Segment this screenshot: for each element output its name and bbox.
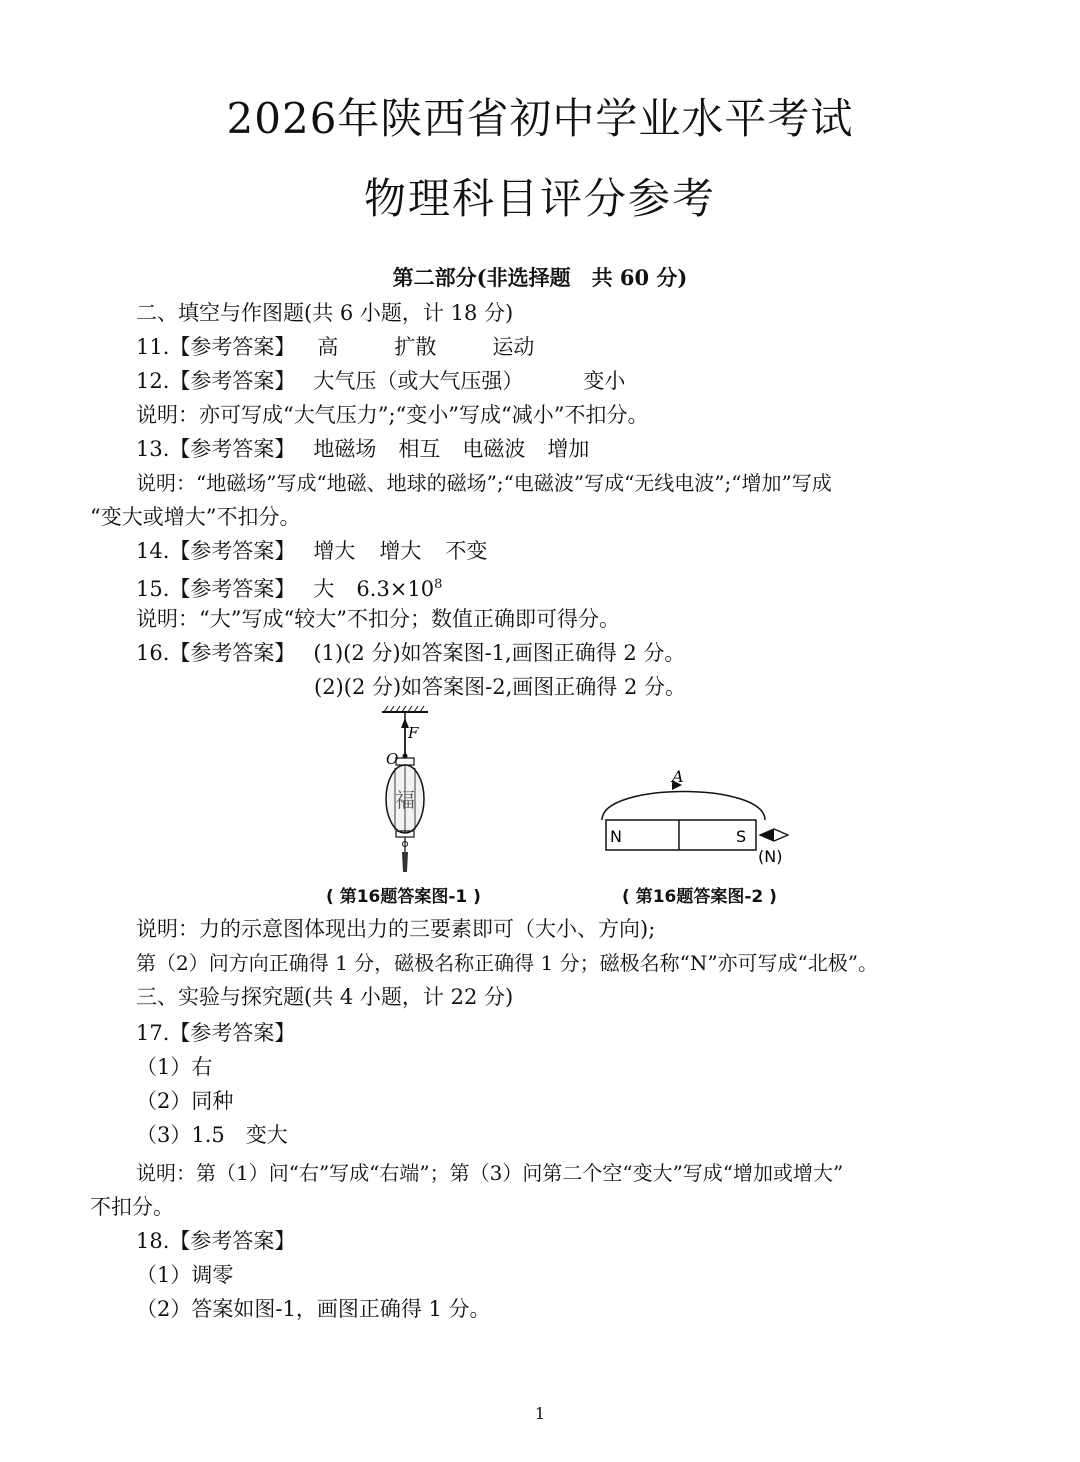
- q17-p1: （1）右: [136, 1055, 213, 1079]
- q11-answer: [136, 332, 534, 362]
- q16-note-1: 说明：力的示意图体现出力的三要素即可（大小、方向);: [136, 917, 656, 941]
- q11-label: 11.【参考答案】: [136, 335, 296, 359]
- document-title: 2026年陕西省初中学业水平考试: [226, 94, 854, 143]
- q12-answer: [136, 366, 625, 396]
- compass-needle-tip: [760, 829, 774, 841]
- q15-a2: 6.3×10: [356, 577, 435, 601]
- q16-note-2: 第（2）问方向正确得 1 分，磁极名称正确得 1 分；磁极名称“N”亦可写成“北极”。: [136, 951, 879, 975]
- q15-note: 说明：“大”写成“较大”不扣分；数值正确即可得分。: [136, 607, 620, 631]
- part-fill-heading: 二、填空与作图题(共 6 小题，计 18 分): [136, 301, 514, 325]
- magnet-pole-left: N: [610, 827, 622, 846]
- q12-a1: 大气压（或大气压强）: [313, 369, 524, 393]
- q14-a2: 增大: [379, 539, 422, 563]
- q17-p3: （3）1.5 变大: [136, 1123, 288, 1147]
- q13-a2: 相互: [398, 437, 441, 461]
- q13-note-1: 说明：“地磁场”写成“地磁、地球的磁场”;“电磁波”写成“无线电波”;“增加”写成: [136, 471, 832, 495]
- field-line: [602, 792, 765, 821]
- q14-answer: [136, 536, 487, 566]
- q14-a3: 不变: [445, 539, 488, 563]
- lantern-character: 福: [395, 788, 415, 812]
- q16-label: 16.【参考答案】: [136, 641, 296, 665]
- q14-label: 14.【参考答案】: [136, 539, 296, 563]
- q13-a1: 地磁场: [313, 437, 377, 461]
- q18-p2: （2）答案如图-1，画图正确得 1 分。: [136, 1297, 491, 1321]
- q12-note: 说明：亦可写成“大气压力”;“变小”写成“减小”不扣分。: [136, 403, 649, 427]
- q15-a1: 大: [313, 577, 335, 601]
- q18-label: 18.【参考答案】: [136, 1229, 296, 1253]
- magnet-pole-right: S: [736, 827, 747, 846]
- q11-a3: 运动: [492, 335, 535, 359]
- ceiling-hatch: [382, 706, 428, 712]
- q17-note-2: 不扣分。: [90, 1195, 174, 1219]
- q17-p2: （2）同种: [136, 1089, 234, 1113]
- q12-a2: 变小: [583, 369, 626, 393]
- q13-answer: [136, 434, 589, 464]
- q17-note-1: 说明：第（1）问“右”写成“右端”；第（3）问第二个空“变大”写成“增加或增大”: [136, 1161, 844, 1185]
- section2-heading: 第二部分(非选择题 共 60 分): [392, 265, 688, 290]
- q16-figure-1: [360, 704, 460, 879]
- q16-p1: (1)(2 分)如答案图-1,画图正确得 2 分。: [313, 641, 686, 665]
- q13-a4: 增加: [547, 437, 590, 461]
- bar-magnet: [606, 820, 756, 850]
- q13-a3: 电磁波: [462, 437, 526, 461]
- q13-label: 13.【参考答案】: [136, 437, 296, 461]
- q15-a2-exponent: 8: [434, 577, 443, 592]
- q15-answer: [136, 570, 442, 604]
- force-label-F: F: [408, 724, 419, 742]
- q16-fig2-caption: ( 第16题答案图-2 ): [622, 887, 777, 907]
- q11-a1: 高: [317, 335, 339, 359]
- q12-label: 12.【参考答案】: [136, 369, 296, 393]
- q16-figure-2: [590, 762, 820, 872]
- q16-p2: (2)(2 分)如答案图-2,画图正确得 2 分。: [314, 675, 687, 699]
- q17-label: 17.【参考答案】: [136, 1021, 296, 1045]
- q14-a1: 增大: [313, 539, 356, 563]
- q11-a2: 扩散: [394, 335, 437, 359]
- part-experiment-heading: 三、实验与探究题(共 4 小题，计 22 分): [136, 985, 514, 1009]
- q16-fig1-caption: ( 第16题答案图-1 ): [326, 887, 481, 907]
- q16-answer-1: [136, 638, 685, 668]
- q18-p1: （1）调零: [136, 1263, 234, 1287]
- point-label-A: A: [672, 767, 684, 786]
- lantern: [386, 758, 424, 872]
- point-label-O: O: [386, 750, 399, 768]
- q13-note-2: “变大或增大”不扣分。: [90, 505, 301, 529]
- document-subtitle: 物理科目评分参考: [363, 174, 716, 223]
- needle-pole-label: (N): [758, 847, 783, 866]
- q15-label: 15.【参考答案】: [136, 577, 296, 601]
- page-number: 1: [534, 1404, 546, 1423]
